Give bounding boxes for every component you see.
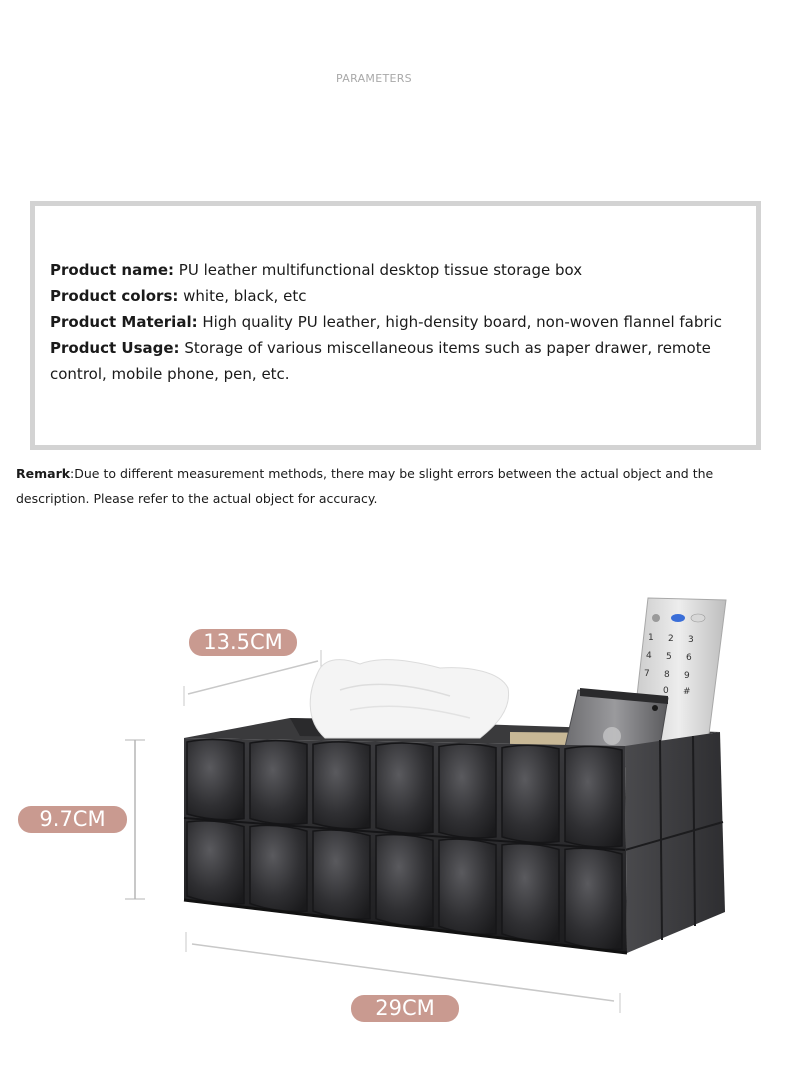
param-product-usage: [50, 335, 740, 387]
remote-key: 4: [646, 651, 652, 661]
param-value: Storage of various miscellaneous items such as paper drawer, remote control, mobile phone, pen, etc.: [50, 339, 711, 383]
param-product-name: [50, 257, 740, 283]
parameters-list: [50, 257, 740, 387]
remote-key: 5: [666, 652, 672, 662]
leather-quilt-cell: [502, 745, 559, 842]
remote-key: 0: [663, 686, 669, 696]
remote-key: 7: [644, 669, 650, 679]
remote-key: #: [683, 687, 691, 697]
remote-key: 6: [686, 653, 692, 663]
product-illustration: [0, 560, 790, 1077]
height-dimension-line: [125, 740, 145, 899]
param-value: white, black, etc: [183, 287, 307, 305]
box-side: [625, 732, 725, 953]
param-product-material: [50, 309, 740, 335]
leather-quilt-cell: [250, 741, 307, 825]
remote-key: 2: [668, 634, 674, 644]
leather-quilt-cell: [313, 742, 370, 829]
length-dimension-label: 29CM: [351, 995, 459, 1022]
param-label: Product colors:: [50, 287, 179, 305]
box-front: [184, 738, 627, 953]
leather-quilt-cell: [313, 830, 370, 919]
apple-logo-icon: [603, 727, 621, 745]
leather-quilt-cell: [376, 835, 433, 927]
leather-quilt-cell: [565, 746, 622, 847]
remote-key: 9: [684, 671, 690, 681]
param-value: PU leather multifunctional desktop tissue storage box: [178, 261, 583, 279]
section-title: PARAMETERS: [336, 72, 412, 85]
depth-dimension-label: 13.5CM: [189, 629, 297, 656]
leather-quilt-cell: [187, 821, 244, 904]
leather-quilt-cell: [187, 740, 244, 820]
remote-key: 1: [648, 633, 654, 643]
leather-quilt-cell: [376, 743, 433, 833]
remark-label: Remark: [16, 466, 71, 481]
param-label: Product name:: [50, 261, 174, 279]
height-dimension-label: 9.7CM: [18, 806, 127, 833]
leather-quilt-cell: [439, 839, 496, 934]
leather-quilt-cell: [565, 848, 622, 949]
remark-note: [16, 461, 786, 511]
remote-key: 8: [664, 670, 670, 680]
leather-quilt-cell: [502, 844, 559, 942]
leather-quilt-cell: [250, 825, 307, 911]
tissue-paper: [310, 660, 508, 738]
param-value: High quality PU leather, high-density board, non-woven flannel fabric: [202, 313, 722, 331]
param-label: Product Usage:: [50, 339, 180, 357]
param-label: Product Material:: [50, 313, 198, 331]
parameters-box: [30, 201, 761, 450]
depth-dimension-line: [184, 650, 321, 706]
remote-key: 3: [688, 635, 694, 645]
param-product-colors: [50, 283, 740, 309]
leather-quilt-cell: [439, 744, 496, 838]
remark-text: :Due to different measurement methods, there may be slight errors between the actual object and the description. Please refer to the actual object for accuracy.: [16, 466, 714, 506]
